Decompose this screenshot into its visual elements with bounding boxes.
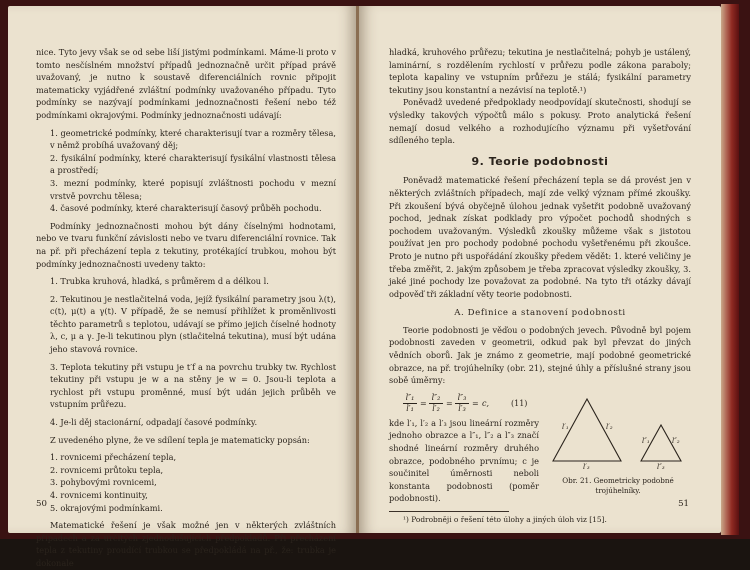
formula-block (389, 391, 539, 505)
condition-item: 4. časové podmínky, které charakterisují časový průběh pochodu. (50, 203, 322, 214)
equation-item: 5. okrajovými podmínkami. (50, 502, 163, 513)
large-side-label: l′₂ (606, 422, 613, 431)
tube-condition-item: 4. Je-li děj stacionární, odpadají časové podmínky. (50, 417, 258, 428)
equation-item: 2. rovnicemi průtoku tepla, (50, 464, 164, 475)
right-paragraph-5: kde l′₁, l′₂ a l′₃ jsou lineární rozměry jednoho obrazce a l″₁, l″₂ a l″₃ značí shodné lineární rozměry druhého obrazce, podobného prvnímu; c je součinitel úměrnosti neboli konstanta podobnosti (poměr podobnosti). (389, 417, 539, 504)
right-paragraph-4: Teorie podobnosti je věďou o podobných jevech. Původně byl pojem podobnosti zaveden v geometrii, odkud pak byl převzat do jiných vědních oborů. Jak je známo z geometrie, mají podobné geometrické obrazce, na př. trojúhelníky (obr. 21), stejné úhly a příslušné strany jsou sobě úměrny: (389, 324, 691, 386)
conditions-list (36, 127, 336, 215)
formula-fraction: $\frac{\text{l″₁}}{\text{l′₁}}$ (403, 393, 417, 414)
small-side-label: l″₃ (657, 462, 665, 471)
subsection-heading: A. Definice a stanovení podobnosti (454, 308, 626, 319)
large-side-label: l′₁ (562, 422, 569, 431)
footnote: ¹) Podrobněji o řešení této úlohy a jiných úloh viz [15]. (403, 515, 607, 524)
formula-and-figure (389, 391, 691, 505)
similarity-formula: $\frac{\text{l″₁}}{\text{l′₁}}$ = $\frac{\text{l″₂}}{\text{l′₂}}$ = $\frac{\text{l″₃}}{\text{l′₃}}$ = c, (11) (389, 391, 539, 417)
right-paragraph-3: Poněvadž matematické řešení přecházení tepla se dá provést jen v některých zvláštních případech, mají zde velký význam přímé zkoušky. Při zkoušení bývá obyčejně úlohou jednak vyšetřit podobně uvažovaný pochod, jednak získat podklady pro výpočet pochodů shodných s pochodem uvažovaným. Výsledků zkoušky můžeme však s jistotou používat jen pro pochody podobné pochodu vyšetřenému při zkoušce. Proto je nutno při uspořádání zkoušky předem vědět: 1. které veličiny je třeba změřit, 2. jakým způsobem je třeba zpracovat výsledky zkoušky, 3. jaké jiné pochody lze považovat za podobné. Na tyto tři otázky dávají odpověď tři základní věty teorie podobnosti. (389, 175, 691, 299)
large-side-label: l′₃ (583, 462, 590, 471)
left-paragraph-2: Podmínky jednoznačnosti mohou být dány číselnými hodnotami, nebo ve tvaru funkční závislosti nebo ve tvaru diferenciální rovnice. Tak na př. při přecházení tepla z tekutiny, protékající trubkou, mohou být podmínky jednoznačnosti uvedeny takto: (36, 220, 336, 269)
small-side-label: l″₂ (672, 436, 680, 445)
right-paragraph-2: Poněvadž uvedené předpoklady neodpovídají skutečnosti, shodují se výsledky takových výpočtů málo s pokusy. Proto analytická řešení nemají dosud velkého a rozhodujícího významu při vyšetřování sdíleného tepla. (389, 97, 691, 146)
book-cover-edge (721, 4, 739, 535)
right-page (359, 6, 721, 533)
footnote-divider (389, 511, 509, 512)
left-paragraph-3: Z uvedeného plyne, že ve sdílení tepla je matematicky popsán: (50, 434, 310, 445)
equation-item: 3. pohybovými rovnicemi, (50, 477, 157, 488)
condition-item: 1. geometrické podmínky, které charakterisují tvar a rozměry tělesa, v němž probíhá uvažovaný děj; (50, 127, 336, 151)
formula-constant: c, (482, 398, 490, 408)
page-number-right: 51 (678, 499, 689, 509)
left-page-text (36, 46, 336, 570)
tube-condition-item: 1. Trubka kruhová, hladká, s průměrem d a délkou l. (50, 276, 269, 287)
left-paragraph-4: Matematické řešení je však možné jen v některých zvláštních případech a za určitých zjednodušujících předpokladů. Při přecházení tepla z tekutiny proudící trubkou se předpokládá na př., že: trubka je dokonale (36, 520, 336, 568)
formula-fraction: $\frac{\text{l″₃}}{\text{l′₃}}$ (455, 393, 469, 414)
left-paragraph-1: nice. Tyto jevy však se od sebe liší jistými podmínkami. Máme-li proto v tomto nesčíslném množství případů jednoznačně určit případ právě uvažovaný, je nutno k soustavě diferenciálních rovnic připojit matematicky vyjádřené zvláštní podmínky uvažovaného případu. Tyto podmínky se nazývají podmínkami jednoznačnosti řešení nebo též podmínkami okrajovými. Podmínky jednoznačnosti udávají: (36, 47, 336, 120)
equation-item: 1. rovnicemi přecházení tepla, (50, 452, 177, 463)
small-side-label: l″₁ (642, 436, 650, 445)
formula-number: (11) (511, 398, 528, 408)
equations-list (36, 451, 336, 514)
right-paragraph-1: hladká, kruhového průřezu; tekutina je nestlačitelná; pohyb je ustálený, laminární, s rozdělením rychlostí v průřezu podle zákona paraboly; teplota kapaliny ve vstupním průřezu je stálá; fysikální parametry tekutiny jsou konstantní a nezávisí na teplotě.¹) (389, 47, 691, 95)
equation-item: 4. rovnicemi kontinuity, (50, 490, 148, 500)
figure-caption: Obr. 21. Geometricky podobné trojúhelníky. (562, 476, 674, 495)
formula-fraction: $\frac{\text{l″₂}}{\text{l′₂}}$ (429, 393, 443, 414)
left-page (8, 6, 356, 568)
tube-condition-item: 2. Tekutinou je nestlačitelná voda, jejíž fysikální parametry jsou λ(t), c(t), μ(t) a γ(t). V případě, že se nemusí přihlížet k proměnlivosti těchto parametrů s teplotou, udávají se přímo jejich číselné hodnoty λ, c, μ a γ. Je-li tekutinou plyn (stlačitelná tekutina), musí být udána jeho stavová rovnice. (50, 293, 336, 355)
similar-triangles-diagram (545, 391, 691, 471)
condition-item: 2. fysikální podmínky, které charakterisují fysikální vlastnosti tělesa a prostředí; (50, 152, 336, 176)
tube-condition-item: 3. Teplota tekutiny při vstupu je t′f a na povrchu trubky tw. Rychlost tekutiny při vstupu je w a na stěny je w = 0. Jsou-li teplota a rychlost při vstupu proměnné, musí být udán jejich průběh ve vstupním průřezu. (50, 361, 336, 410)
condition-item: 3. mezní podmínky, které popisují zvláštnosti pochodu v mezní vrstvě povrchu tělesa; (50, 177, 336, 201)
right-page-text (389, 46, 691, 525)
figure-21 (545, 391, 691, 505)
page-number-left: 50 (36, 499, 47, 509)
section-heading: 9. Teorie podobnosti (471, 154, 609, 168)
tube-conditions-list (36, 275, 336, 429)
